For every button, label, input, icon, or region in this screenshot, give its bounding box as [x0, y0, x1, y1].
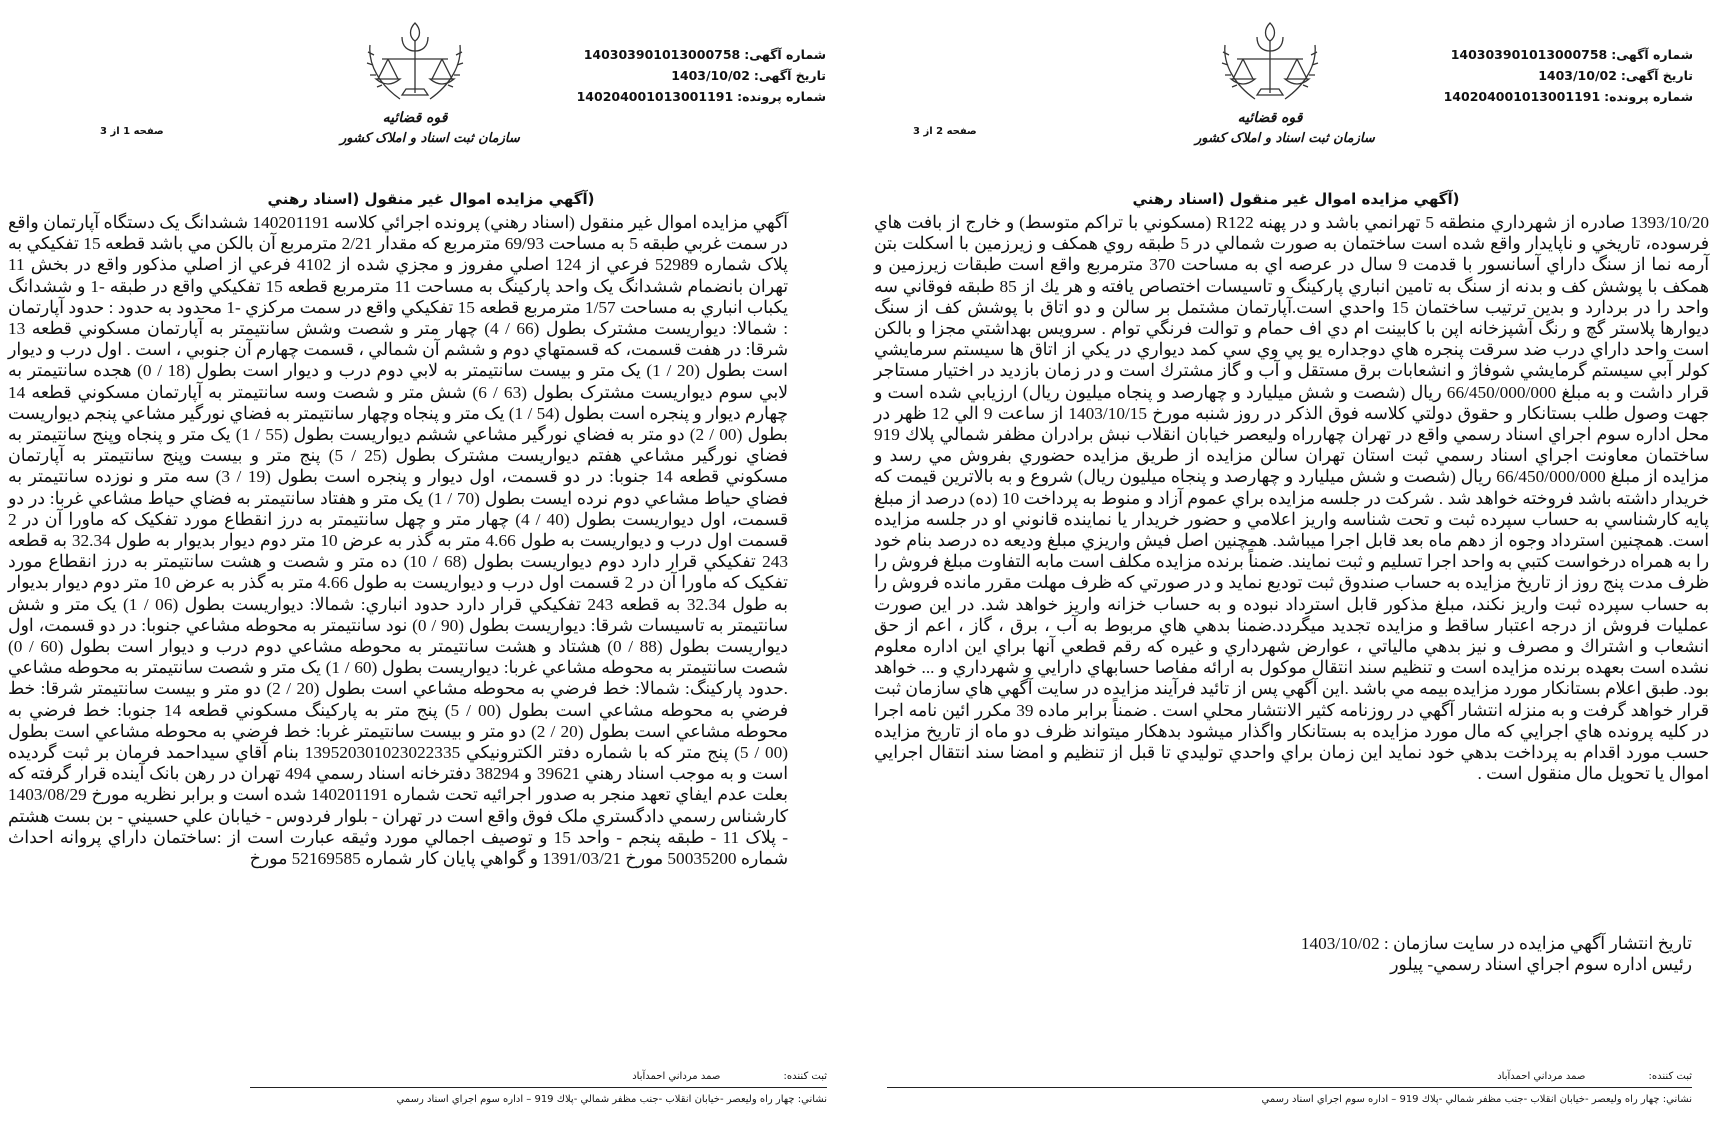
judiciary-emblem: [340, 15, 520, 155]
organization-label: سازمان ثبت اسناد و املاک کشور: [340, 131, 520, 146]
notice-body: آگهي مزايده اموال غير منقول (اسناد رهني) پرونده اجرائي كلاسه 140201191 ششدانگ يک دستگاه آپارتمان واقع در سمت غربي طبقه 5 به مساحت 69/93 مترمربع كه مقدار 2/21 مترمربع آن بالكن مي باشد قطعه 15 تفكيكي به پلاک شماره 52989 فرعي از 124 اصلي مفروز و مجزي شده از 4102 فرعي از اصلي مذكور واقع در بخش 11 تهران بانضمام ششدانگ يک واحد پاركينگ به مساحت 11 مترمربع قطعه 15 تفكيكي واقع در طبقه -1 و ششدانگ يكباب انباري به مساحت 1/57 مترمربع قطعه 15 تفكيكي واقع در سمت مركزي -1 محدود به حدود : حدود آپارتمان : شمالا: ديواريست مشترک بطول (66 / 4) چهار متر و شصت وشش سانتيمتر به آپارتمان مسكوني قطعه 13 شرقا: در هفت قسمت، كه قسمتهاي دوم و ششم آن شمالي ، قسمت چهارم آن جنوبي ، است . اول درب و ديوار است بطول (20 / 1) يک متر و بيست سانتيمتر به لابي دوم درب و ديوار است بطول (18 / 0) هجده سانتيمتر به لابي سوم ديواريست مشترک بطول (63 / 6) شش متر و شصت وسه سانتيمتر به آپارتمان مسكوني قطعه 14 چهارم ديوار و پنجره است بطول (54 / 1) يک متر و پنجاه وچهار سانتيمتر به فضاي نورگير مشاعي پنجم ديواريست بطول (00 / 2) دو متر به فضاي نورگير مشاعي ششم ديواريست بطول (55 / 1) يک متر و پنجاه وپنج سانتيمتر به فضاي نورگير مشاعي هفتم ديواريست مشترک بطول (25 / 5) پنج متر و بيست وپنج سانتيمتر به آپارتمان مسكوني قطعه 14 جنوبا: در دو قسمت، اول ديوار و پنجره است بطول (19 / 3) سه متر و نوزده سانتيمتر به فضاي حياط مشاعي دوم نرده ايست بطول (70 / 1) يک متر و هفتاد سانتيمتر به فضاي حياط مشاعي غربا: در دو قسمت، اول ديواريست بطول (40 / 4) چهار متر و چهل سانتيمتر به درز انقطاع مورد تفكيک كه ماورا آن در 2 قسمت اول درب و ديواريست به طول 4.66 متر به گذر به عرض 10 متر دوم ديوار بديوار به طول 32.34 به قطعه 243 تفكيكي قرار دارد دوم ديواريست بطول (68 / 10) ده متر و شصت و هشت سانتيمتر به درز انقطاع مورد تفكيک كه ماورا آن در 2 قسمت اول درب و ديواريست به طول 4.66 متر به گذر به عرض 10 متر دوم ديوار بديوار به طول 32.34 به قطعه 243 تفكيكي قرار دارد حدود انباري: شمالا: ديواريست بطول (06 / 1) يک متر و شش سانتيمتر به تاسيسات شرقا: ديواريست بطول (90 / 0) نود سانتيمتر به محوطه مشاعي جنوبا: در دو قسمت، اول ديواريست بطول (88 / 0) هشتاد و هشت سانتيمتر به محوطه مشاعي دوم درب و ديوار است بطول (60 / 0) شصت سانتيمتر به محوطه مشاعي غربا: ديواريست بطول (60 / 1) يک متر و شصت سانتيمتر به محوطه مشاعي .حدود پاركينگ: شمالا: خط فرضي به محوطه مشاعي است بطول (20 / 2) دو متر و بيست سانتيمتر شرقا: خط فرضي به محوطه مشاعي است بطول (00 / 5) پنج متر به پاركينگ مسكوني قطعه 14 جنوبا: خط فرضي به محوطه مشاعي است بطول (20 / 2) دو متر و بيست سانتيمتر غربا: خط فرضي به محوطه مشاعي است بطول (00 / 5) پنج متر كه با شماره دفتر الكترونيكي 139520301023022335 بنام آقاي سيداحمد فرمان بر ثبت گرديده است و به موجب اسناد رهني 39621 و 38294 دفترخانه اسناد رسمي 494 تهران در رهن بانک آينده قرار گرفته كه بعلت عدم ايفاي تعهد منجر به صدور اجرائيه تحت شماره 140201191 شده است و برابر نظريه مورخ 1403/08/29 كارشناس رسمي دادگستري ملک فوق واقع است در تهران - بلوار فردوس - خيابان علي حسيني - بن بست هشتم - پلاک 11 - طبقه پنجم - واحد 15 و توصيف اجمالي مورد وثيقه عبارت است از :ساختمان داراي پروانه احداث شماره 50035200 مورخ 1391/03/21 و گواهي پايان كار شماره 52169585 مورخ: [8, 213, 789, 869]
organization-label: سازمان ثبت اسناد و املاک کشور: [1195, 131, 1375, 146]
address-label: نشاني:: [797, 1094, 827, 1105]
address-line: [1261, 1094, 1692, 1105]
ad-date: 1403/10/02: [671, 68, 750, 83]
registrar-name: صمد مرداني احمدآباد: [632, 1071, 721, 1082]
judiciary-label: قوه قضائیه: [382, 110, 448, 126]
registrar-line: [1497, 1071, 1692, 1082]
ad-number-label: شماره آگهی:: [744, 47, 826, 62]
notice-page-1: [0, 0, 862, 1134]
address-line: [396, 1094, 827, 1105]
scales-emblem-icon: [340, 15, 490, 110]
publish-date-line: تاريخ انتشار آگهي مزايده در سايت سازمان : 1403/10/02: [1300, 934, 1692, 953]
address-text: چهار راه وليعصر -خيابان انقلاب -جنب مظفر شمالي -پلاك 919 – اداره سوم اجراي اسناد رسمي: [396, 1094, 795, 1105]
scales-emblem-icon: [1195, 15, 1345, 110]
ad-date: 1403/10/02: [1538, 68, 1617, 83]
page-number: صفحه 1 از 3: [100, 126, 164, 137]
signatory-line: رئيس اداره سوم اجراي اسناد رسمي- پيلور: [1390, 955, 1692, 975]
ad-number-label: شماره آگهی:: [1611, 47, 1693, 62]
registrar-label: ثبت كننده:: [1648, 1071, 1692, 1082]
address-text: چهار راه وليعصر -خيابان انقلاب -جنب مظفر شمالي -پلاك 919 – اداره سوم اجراي اسناد رسمي: [1261, 1094, 1660, 1105]
notice-title: (آگهي مزايده اموال غير منقول (اسناد رهني: [267, 190, 595, 208]
ad-date-label: تاریخ آگهی:: [1620, 68, 1693, 83]
footer-divider: [887, 1087, 1692, 1088]
registrar-name: صمد مرداني احمدآباد: [1497, 1071, 1586, 1082]
notice-page-2: [865, 0, 1727, 1134]
judiciary-label: قوه قضائیه: [1237, 110, 1303, 126]
address-label: نشاني:: [1662, 1094, 1692, 1105]
ad-number: 140303901013000758: [1450, 47, 1608, 62]
case-number-label: شماره پرونده:: [1604, 89, 1693, 104]
case-number: 140204001013001191: [1443, 89, 1601, 104]
ad-date-label: تاریخ آگهی:: [753, 68, 826, 83]
registrar-label: ثبت كننده:: [783, 1071, 827, 1082]
notice-body: 1393/10/20 صادره از شهرداري منطقه 5 تهرانمي باشد و در پهنه R122 (مسكوني با تراكم متوسط) و خارج از بافت هاي فرسوده، تاريخي و ناپايدار واقع شده است ساختمان به صورت شمالي در 5 طبقه روي همكف و زيرزمين با اسكلت بتن آرمه نما از سنگ داراي آسانسور با قدمت 9 سال در عرصه اي به مساحت 370 مترمربع واقع است طبقات زيرزمين و همكف با پوشش كف و بدنه از سنگ به تامين انباري پاركينگ و تاسيسات اختصاص يافته و هر يك از 85 طبقه فوقاني سه واحد را در بردارد و بدين ترتيب ساختمان 15 واحدي است.آپارتمان مشتمل بر سالن و دو اتاق با پوشش كف از سنگ ديوارها پلاستر گچ و رنگ آشپزخانه اپن با كابينت ام دي اف حمام و توالت فرنگي توام . سرويس بهداشتي مجزا و بالكن است واحد داراي درب ضد سرقت پنجره هاي دوجداره يو پي وي سي كمد ديواري در يكي از اتاق ها سيستم سرمايشي كولر آبي سيستم گرمايشي شوفاژ و انشعابات برق مستقل و آب و گاز مشترك است و در زمان بازديد در اختيار مستاجر قرار داشت و به مبلغ 66/450/000/000 ريال (شصت و شش ميليارد و چهارصد و پنجاه ميليون ريال) ارزيابي شده است و جهت وصول طلب بستانكار و حقوق دولتي كلاسه فوق الذكر در روز شنبه مورخ 1403/10/15 از ساعت 9 الي 12 ظهر در محل اداره سوم اجراي اسناد رسمي واقع در تهران چهارراه وليعصر خيابان انقلاب نبش برادران مظفر شمالي پلاك 919 ساختمان معاونت اجراي اسناد رسمي ثبت استان تهران سالن مزايده از طريق مزايده حضوري بفروش مي رسد و مزايده از مبلغ 66/450/000/000 ريال (شصت و شش ميليارد و چهارصد و پنجاه ميليون ريال) شروع و به بالاترين قيمت كه خريدار داشته باشد فروخته خواهد شد . شركت در جلسه مزايده براي عموم آزاد و منوط به پرداخت 10 (ده) درصد از مبلغ پايه كارشناسي به حساب سپرده ثبت و تحت شناسه واريز اعلامي و حضور خريدار يا نماينده قانوني او در جلسه مزايده است. همچنين استرداد وجوه از دهم ماه بعد قابل اجرا ميباشد. همچنين اصل فيش واريزي مبلغ وديعه ده درصد بنام خود را به همراه درخواست كتبي به واحد اجرا تسليم و ثبت نمايند. ضمناً برنده مزايده مكلف است مابه التفاوت مبلغ فروش را ظرف مدت پنج روز از تاريخ مزايده به حساب صندوق ثبت توديع نمايد و در صورتي كه ظرف مهلت مقرر مانده فروش را به حساب سپرده ثبت واريز نكند، مبلغ مذكور قابل استرداد نبوده و به حساب خزانه واريز خواهد شد. در اين صورت عمليات فروش از درجه اعتبار ساقط و مزايده تجديد ميگردد.ضمنا بدهي هاي مربوط به آب ، برق ، گاز ، اعم از حق انشعاب و اشتراك و مصرف و نيز بدهي مالياتي ، عوارض شهرداري و غيره كه رقم قطعي آنها براي اين اداره معلوم نشده است بعهده برنده مزايده است و تنظيم سند انتقال موكول به ارائه مفاصا حسابهاي دارايي و شهرداري و ... خواهد بود. طبق اعلام بستانكار مورد مزايده بيمه مي باشد .اين آگهي پس از تائيد فرآيند مزايده در سايت آگهي هاي سازمان ثبت قرار خواهد گرفت و به منزله انتشار آگهي در روزنامه كثير الانتشار محلي است . ضمناً برابر ماده 39 مكرر ائين نامه اجرا در كليه پرونده هاي اجرايي كه مال مورد مزايده به بستانكار واگذار ميشود بدهكار ميتواند ظرف دو ماه از تاريخ مزايده حسب مورد اقدام به پرداخت بدهي خود نمايد اين زمان براي واحدي توليدي تا قبل از تنظيم و امضا سند انتقال اجرايي اموال يا تحويل مال منقول است .: [873, 213, 1709, 784]
registrar-line: [632, 1071, 827, 1082]
footer-divider: [250, 1087, 827, 1088]
page-number: صفحه 2 از 3: [913, 126, 977, 137]
judiciary-emblem: [1195, 15, 1375, 155]
notice-title: (آگهي مزايده اموال غير منقول (اسناد رهني: [1132, 190, 1460, 208]
notice-closing: [1301, 933, 1692, 975]
notice-meta: [577, 44, 826, 107]
ad-number: 140303901013000758: [583, 47, 741, 62]
notice-meta: [1444, 44, 1693, 107]
case-number-label: شماره پرونده:: [737, 89, 826, 104]
case-number: 140204001013001191: [576, 89, 734, 104]
